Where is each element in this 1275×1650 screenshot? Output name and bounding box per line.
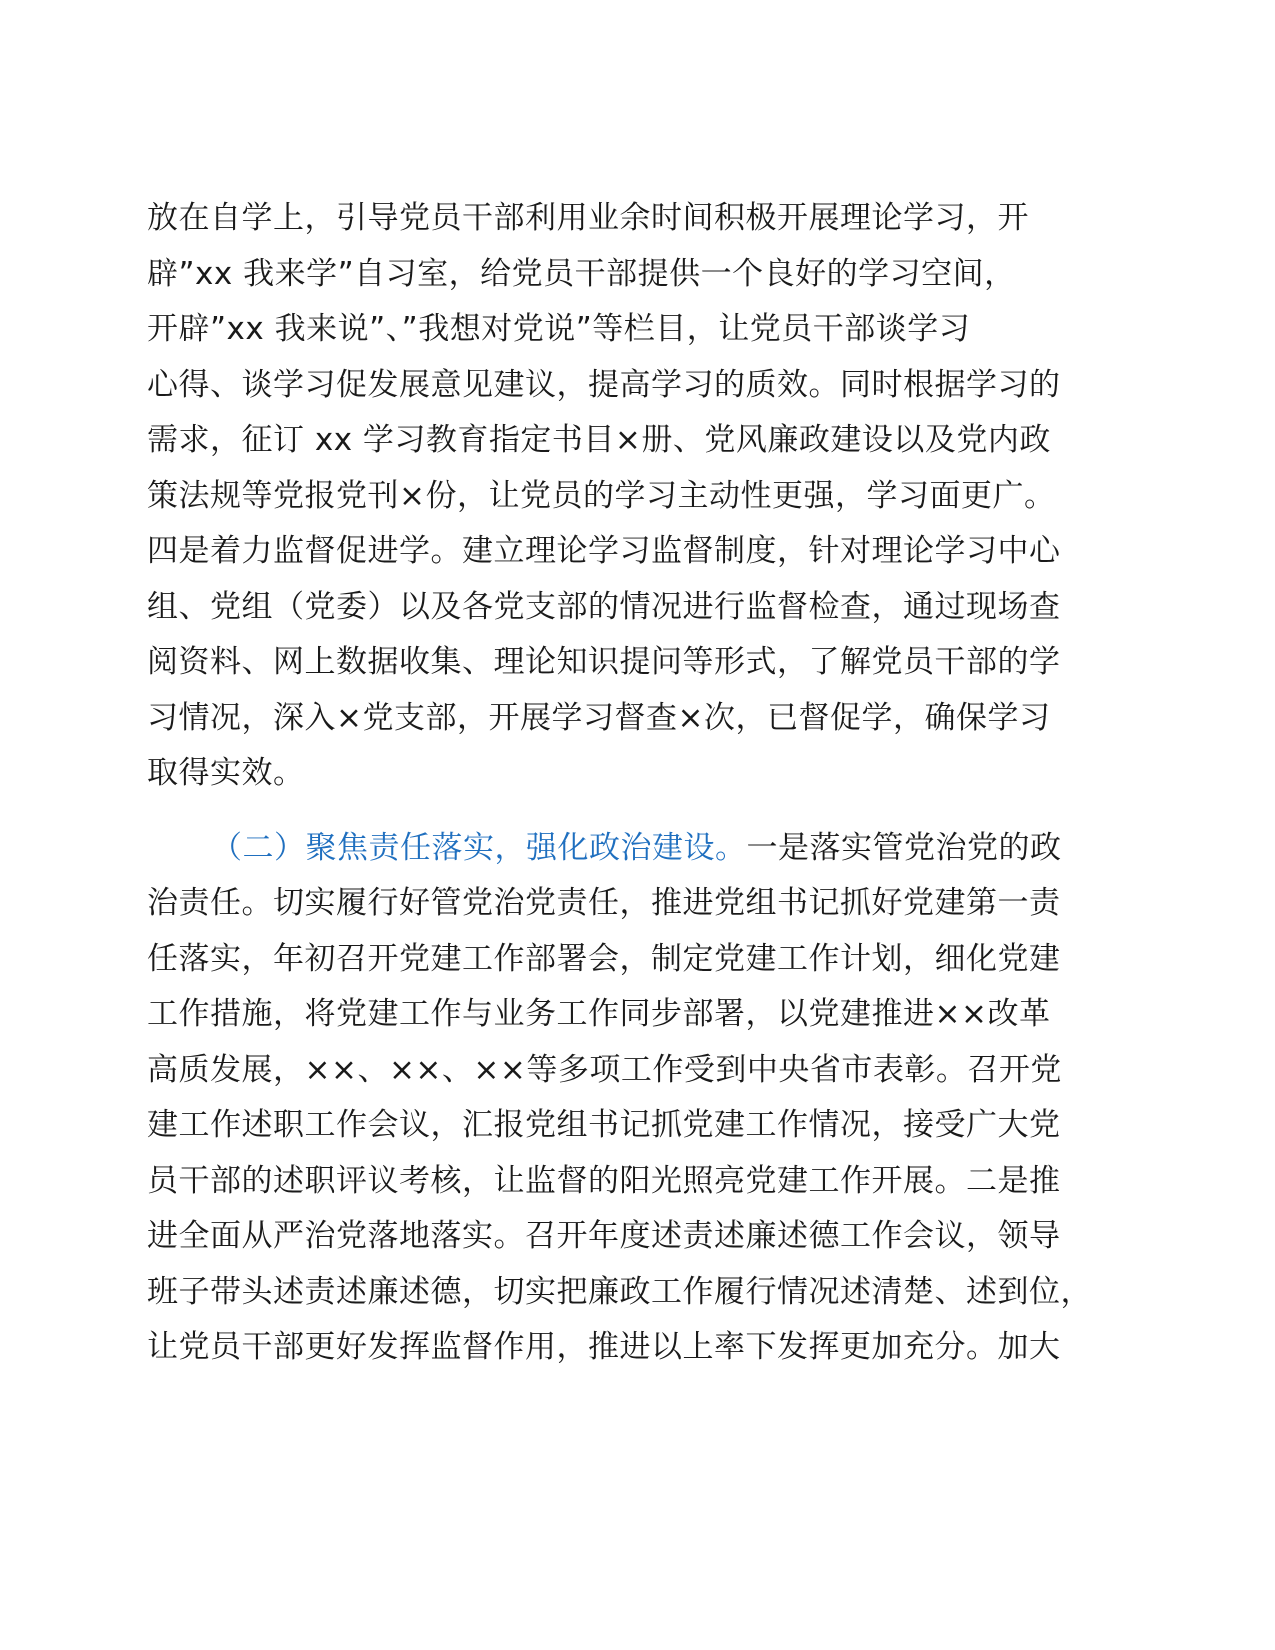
paragraph-line: 需求，征订 xx 学习教育指定书目×册、党风廉政建设以及党内政 (147, 422, 1051, 458)
section-heading-line (147, 821, 1137, 877)
paragraph-line: 让党员干部更好发挥监督作用，推进以上率下发挥更加充分。加大 (147, 1329, 1061, 1365)
paragraph-line: 四是着力监督促进学。建立理论学习监督制度，针对理论学习中心 (147, 533, 1061, 569)
paragraph-line: 工作措施，将党建工作与业务工作同步部署，以党建推进××改革 (147, 996, 1051, 1032)
paragraph-line: 放在自学上，引导党员干部利用业余时间积极开展理论学习，开 (147, 200, 1029, 236)
paragraph-line: 开辟”xx 我来说”、”我想对党说”等栏目，让党员干部谈学习 (147, 311, 971, 347)
paragraph-line: 阅资料、网上数据收集、理论知识提问等形式，了解党员干部的学 (147, 644, 1061, 680)
paragraph-line: 辟”xx 我来学”自习室，给党员干部提供一个良好的学习空间， (147, 255, 1016, 292)
paragraph-line: 治责任。切实履行好管党治党责任，推进党组书记抓好党建第一责 (147, 885, 1061, 921)
paragraph-line: 高质发展，××、××、××等多项工作受到中央省市表彰。召开党 (147, 1051, 1062, 1088)
section-first-line-text: 一是落实管党治党的政 (746, 829, 1062, 866)
paragraph-line: 习情况，深入×党支部，开展学习督查×次，已督促学，确保学习 (147, 699, 1051, 736)
paragraph-line: 建工作述职工作会议，汇报党组书记抓党建工作情况，接受广大党 (147, 1107, 1061, 1143)
paragraph-line: 班子带头述责述廉述德，切实把廉政工作履行情况述清楚、述到位， (147, 1273, 1092, 1310)
body-text (147, 191, 1137, 1376)
paragraph-line: 员干部的述职评议考核，让监督的阳光照亮党建工作开展。二是推 (147, 1162, 1061, 1199)
paragraph-line: 心得、谈学习促发展意见建议，提高学习的质效。同时根据学习的 (147, 366, 1061, 403)
paragraph-2 (147, 821, 1137, 1376)
paragraph-1 (147, 191, 1137, 802)
paragraph-line: 策法规等党报党刊×份，让党员的学习主动性更强，学习面更广。 (147, 477, 1056, 514)
paragraph-line: 组、党组（党委）以及各党支部的情况进行监督检查，通过现场查 (147, 588, 1061, 625)
paragraph-line: 任落实，年初召开党建工作部署会，制定党建工作计划，细化党建 (147, 940, 1061, 977)
paragraph-line: 进全面从严治党落地落实。召开年度述责述廉述德工作会议，领导 (147, 1218, 1061, 1254)
paragraph-line: 取得实效。 (147, 755, 305, 791)
paragraph-spacing (147, 802, 1137, 821)
section-heading: （二）聚焦责任落实，强化政治建设。 (211, 829, 747, 866)
